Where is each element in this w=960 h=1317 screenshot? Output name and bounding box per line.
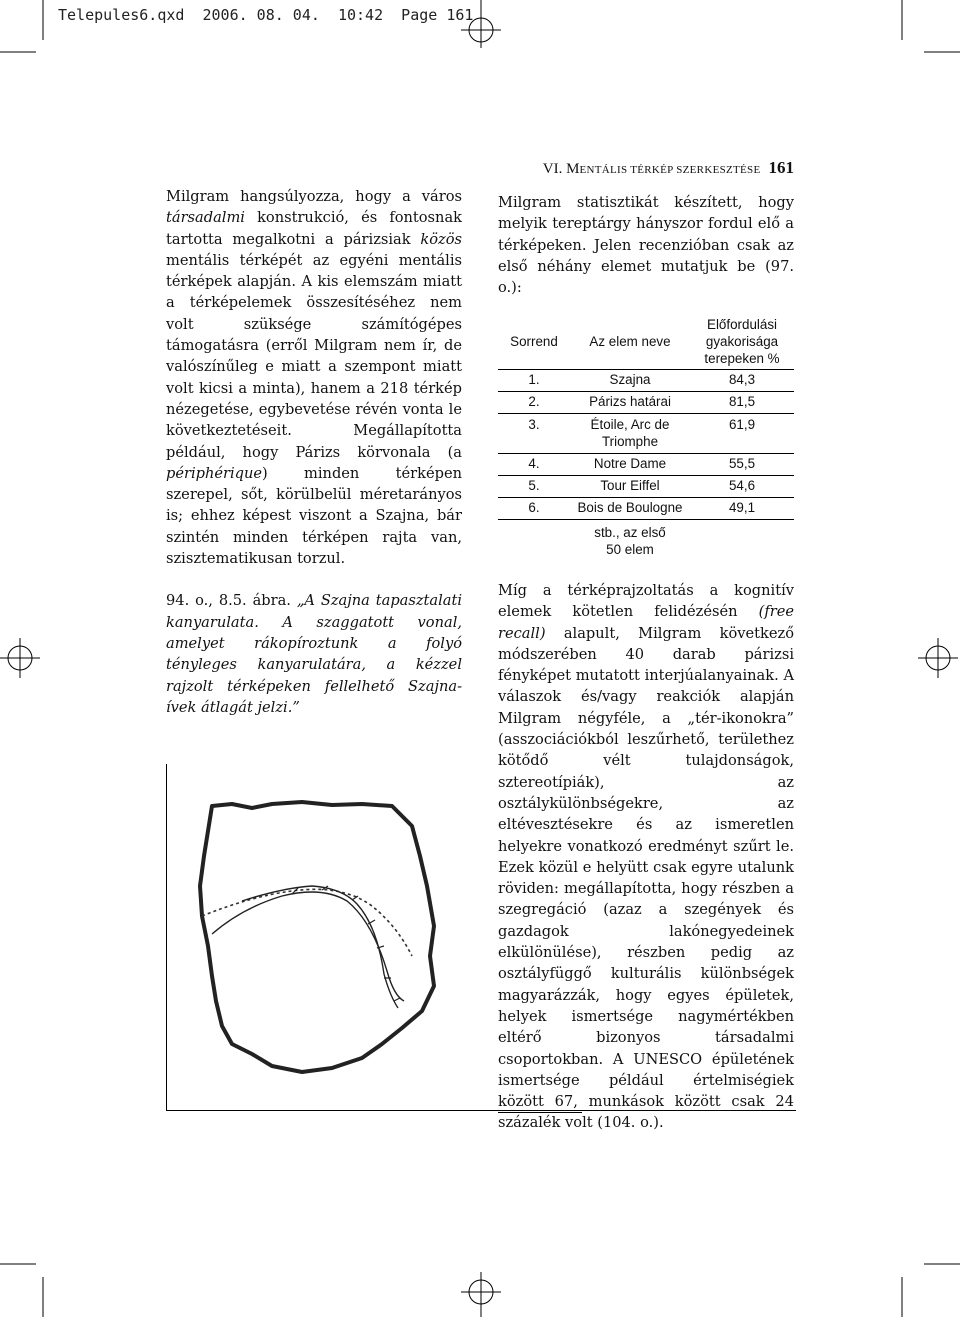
text-run: konstrukció, és fontosnak tartotta megalkotni a párizsiak xyxy=(166,209,462,248)
table-cell-frequency: 84,3 xyxy=(690,370,794,392)
text-run-italic: (free recall) xyxy=(498,603,794,642)
table-cell-frequency: 49,1 xyxy=(690,498,794,520)
left-column xyxy=(166,186,462,718)
table-cell-frequency: 55,5 xyxy=(690,454,794,476)
section-title: ENTÁLIS TÉRKÉP SZERKESZTÉSE xyxy=(579,164,761,176)
text-run: mentális térképét az egyéni mentális térképek alapján. A kis elemszám miatt a térképelemek összesítéséhez nem volt szüksége számítógépes támogatásra (erről Milgram nem ír, de valószínűleg e miatt a szempont miatt volt kicsi a minta), hanem a 218 térkép nézegetése, egybevetése révén vonta le következtetéseit. Megállapította például, hogy Párizs körvonala (a xyxy=(166,251,462,461)
right-body xyxy=(498,580,794,1134)
table-cell-name: Szajna xyxy=(570,370,690,392)
frequency-table xyxy=(498,313,794,558)
text-run: ) minden térképen szerepel, sőt, körülbelül méretarányos is; ehhez képest viszont a Szajna, bár szintén minden térképen rajta van, szisztematikusan torzul. xyxy=(166,464,462,568)
table-cell-name: Étoile, Arc de Triomphe xyxy=(570,414,690,454)
table-cell-rank: 4. xyxy=(498,454,570,476)
table-row xyxy=(498,476,794,498)
running-header xyxy=(498,158,794,178)
text-run: Milgram hangsúlyozza, hogy a város xyxy=(166,188,462,205)
paris-outline xyxy=(200,802,434,1072)
col-header-rank: Sorrend xyxy=(510,333,558,349)
table-cell-empty xyxy=(498,520,570,559)
table-row xyxy=(498,454,794,476)
text-run: alapult, Milgram következő módszerében 40 darab párizsi fényképet mutatott interjúalanyainak. A válaszok és/vagy reakciók alapján Milgram négyféle, a „tér-ikonokra” (asszociációkból leszűrhető, területhez kötődő vélt tulajdonságok, sztereotípiák), az osztálykülönbségekre, az eltévesztésekre és az ismeretlen helyekre vonatkozó eredményt szűrt le. Ezek közül e helyütt csak egyre utalunk röviden: megállapította, hogy részben a szegregáció (azaz a szegények és gazdagok lakónegyedeinek elkülönülése), részben pedig az osztályfüggő kulturális különbségek magyarázzák, hogy egyes épületek, helyek ismertsége nagymértékben eltérő bizonyos társadalmi csoportokban. A UNESCO épületének ismertsége például értelmiségiek között 67, munkások között csak 24 százalék volt (104. o.). xyxy=(498,624,794,1132)
figure-frame-left xyxy=(166,764,167,1110)
intro-paragraph: Milgram statisztikát készített, hogy melyik tereptárgy hányszor fordul elő a térképeken. Jelen recenzióban csak az első néhány elemet mutatjuk be (97. o.): xyxy=(498,194,794,297)
body-paragraph xyxy=(498,580,794,1134)
caption-label: 94. o., 8.5. ábra. xyxy=(166,592,297,610)
table-header-row xyxy=(498,313,794,370)
text-run-italic: társadalmi xyxy=(166,209,245,227)
table-cell-name: Bois de Boulogne xyxy=(570,498,690,520)
left-paragraph xyxy=(166,186,462,569)
right-intro xyxy=(498,192,794,298)
figure-caption xyxy=(166,590,462,718)
table-cell-name: Párizs határai xyxy=(570,392,690,414)
footnote-rule xyxy=(498,1112,582,1113)
text-run: Míg a térképrajzoltatás a kognitív elemek kötetlen felidézésén xyxy=(498,582,794,621)
table-row xyxy=(498,498,794,520)
page-number: 161 xyxy=(768,158,794,177)
table-cell-frequency: 61,9 xyxy=(690,414,794,454)
seine-map-figure xyxy=(172,796,472,1096)
table-cell-name: Tour Eiffel xyxy=(570,476,690,498)
table-footer-row xyxy=(498,520,794,559)
col-header-frequency: Előfordulási gyakorisága terepeken % xyxy=(704,316,780,366)
col-header-name: Az elem neve xyxy=(589,333,671,349)
table-cell-rank: 2. xyxy=(498,392,570,414)
table-cell-frequency: 81,5 xyxy=(690,392,794,414)
section-prefix: VI. M xyxy=(542,161,580,177)
table-row xyxy=(498,370,794,392)
table-row xyxy=(498,392,794,414)
table-cell-name: Notre Dame xyxy=(570,454,690,476)
table-row xyxy=(498,414,794,454)
caption-text: „A Szajna tapasztalati kanyarulata. A szaggatott vonal, amelyet rákopíroztunk a folyó tényleges kanyarulatára, a kézzel rajzolt térképeken fellelhető Szajna-ívek átlagát jelzi.” xyxy=(166,592,463,716)
text-run-italic: közös xyxy=(420,230,462,248)
file-slug: Telepules6.qxd 2006. 08. 04. 10:42 Page 161 xyxy=(58,6,474,24)
table-cell-rank: 1. xyxy=(498,370,570,392)
text-run-italic: périphérique xyxy=(166,464,263,482)
seine-dashed-average xyxy=(202,889,412,956)
table-footer-note: stb., az első 50 elem xyxy=(570,520,690,559)
table-cell-rank: 5. xyxy=(498,476,570,498)
table-cell-empty xyxy=(690,520,794,559)
table-cell-rank: 6. xyxy=(498,498,570,520)
table-cell-frequency: 54,6 xyxy=(690,476,794,498)
table-cell-rank: 3. xyxy=(498,414,570,454)
